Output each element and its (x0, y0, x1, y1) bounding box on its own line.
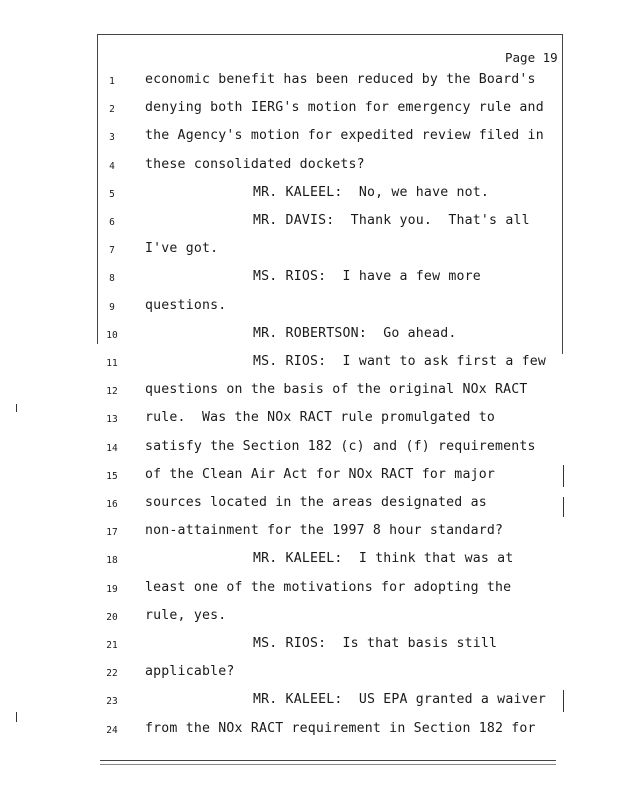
line-text: applicable? (145, 664, 235, 680)
line-text: denying both IERG's motion for emergency rule and (145, 100, 544, 116)
line-number: 9 (109, 301, 115, 313)
transcript-line (0, 269, 619, 297)
line-text: non-attainment for the 1997 8 hour standard? (145, 523, 504, 539)
line-text: questions. (145, 297, 227, 313)
transcript-line (0, 523, 619, 551)
transcript-line (0, 608, 619, 636)
line-number: 19 (106, 583, 118, 595)
line-number: 20 (106, 611, 118, 623)
page-border-bottom-shadow (100, 764, 556, 765)
line-number: 16 (106, 499, 118, 510)
line-text: I've got. (145, 241, 219, 257)
line-number: 4 (109, 160, 115, 172)
transcript-line (0, 326, 619, 354)
line-text: MS. RIOS: I want to ask first a few (253, 354, 547, 369)
line-text: least one of the motivations for adopting the (145, 579, 512, 595)
transcript-line (0, 467, 619, 495)
line-number: 5 (109, 188, 115, 200)
line-text: MS. RIOS: Is that basis still (253, 636, 498, 651)
transcript-line (0, 298, 619, 326)
line-number: 15 (106, 470, 118, 482)
page-number: Page 19 (505, 50, 558, 65)
page-border-top (97, 34, 563, 35)
line-number: 18 (106, 555, 118, 567)
transcript-line (0, 636, 619, 664)
line-text: of the Clean Air Act for NOx RACT for major (145, 466, 496, 482)
line-text: from the NOx RACT requirement in Section 182 for (145, 720, 536, 736)
line-number: 3 (109, 132, 115, 144)
transcript-line (0, 495, 619, 523)
transcript-line (0, 721, 619, 749)
transcript-line (0, 692, 619, 720)
line-number: 23 (106, 696, 118, 708)
transcript-line (0, 664, 619, 692)
line-number: 6 (109, 217, 115, 228)
transcript-line (0, 185, 619, 213)
line-number: 11 (106, 358, 118, 369)
line-number: 7 (109, 245, 115, 257)
line-number: 24 (106, 724, 118, 736)
transcript-line (0, 551, 619, 579)
line-number: 13 (106, 414, 118, 426)
line-text: economic benefit has been reduced by the Board's (145, 72, 536, 87)
line-number: 12 (106, 386, 118, 398)
page-border-bottom (100, 760, 556, 761)
line-text: MR. KALEEL: US EPA granted a waiver (253, 692, 547, 708)
line-text: MR. KALEEL: No, we have not. (253, 184, 490, 200)
transcript-line (0, 439, 619, 467)
line-text: satisfy the Section 182 (c) and (f) requirements (145, 438, 536, 454)
line-number: 2 (109, 104, 115, 116)
line-text: MR. DAVIS: Thank you. That's all (253, 213, 530, 228)
line-text: questions on the basis of the original NOx RACT (145, 382, 528, 398)
line-text: these consolidated dockets? (145, 156, 365, 172)
line-number: 1 (109, 76, 115, 87)
line-text: MR. ROBERTSON: Go ahead. (253, 325, 457, 341)
line-text: MR. KALEEL: I think that was at (253, 551, 514, 567)
transcript-line (0, 382, 619, 410)
line-text: rule. Was the NOx RACT rule promulgated to (145, 410, 496, 426)
line-text: sources located in the areas designated as (145, 495, 487, 510)
transcript-line (0, 354, 619, 382)
transcript-line (0, 100, 619, 128)
line-number: 21 (106, 640, 118, 651)
line-text: rule, yes. (145, 607, 227, 623)
transcript-line (0, 157, 619, 185)
line-number: 17 (106, 527, 118, 539)
transcript-line (0, 410, 619, 438)
line-number: 14 (106, 442, 118, 454)
line-number: 8 (109, 273, 115, 285)
transcript-line (0, 213, 619, 241)
transcript-line (0, 580, 619, 608)
line-number: 22 (106, 668, 118, 680)
transcript-line (0, 128, 619, 156)
line-text: the Agency's motion for expedited review filed in (145, 128, 544, 144)
transcript-line (0, 241, 619, 269)
line-number: 10 (106, 329, 118, 341)
transcript-line (0, 72, 619, 100)
line-text: MS. RIOS: I have a few more (253, 269, 481, 285)
